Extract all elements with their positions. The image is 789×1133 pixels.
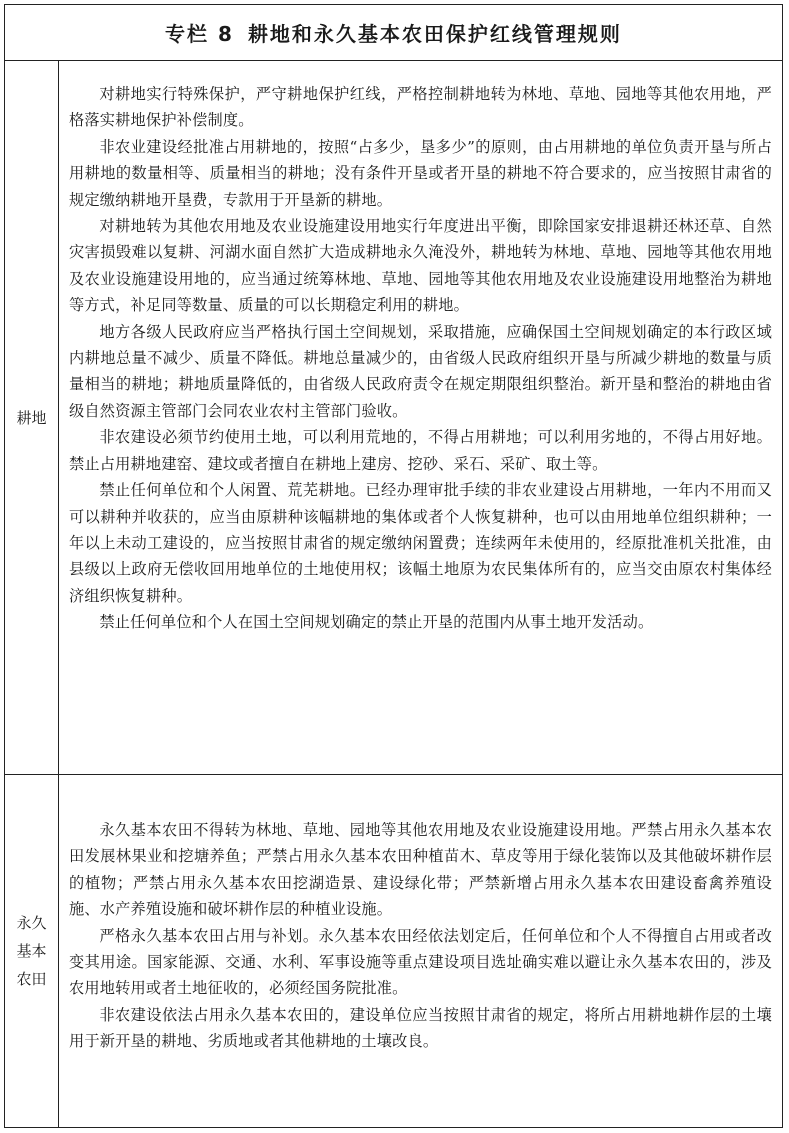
paragraph: 非农建设必须节约使用土地，可以利用荒地的，不得占用耕地；可以利用劣地的，不得占用好地。禁止占用耕地建窑、建坟或者擅自在耕地上建房、挖砂、采石、采矿、取土等。 (69, 428, 772, 473)
section-label: 永久基本农田 (16, 914, 47, 988)
paragraph: 非农建设依法占用永久基本农田的，建设单位应当按照甘肃省的规定，将所占用耕地耕作层的土壤用于新开垦的耕地、劣质地或者其他耕地的土壤改良。 (69, 1005, 772, 1051)
paragraph: 永久基本农田不得转为林地、草地、园地等其他农用地及农业设施建设用地。严禁占用永久基本农田发展林果业和挖塘养鱼；严禁占用永久基本农田种植苗木、草皮等用于绿化装饰以及其他破坏耕作层的植物；严禁占用永久基本农田挖湖造景、建设绿化带；严禁新增占用永久基本农田建设畜禽养殖设施、水产养殖设施和破坏耕作层的种植业设施。 (69, 821, 772, 919)
box-number: 专栏 8 (165, 22, 234, 46)
table-title (5, 5, 782, 61)
paragraph: 禁止任何单位和个人闲置、荒芜耕地。已经办理审批手续的非农业建设占用耕地，一年内不用而又可以耕种并收获的，应当由原耕种该幅耕地的集体或者个人恢复耕种，也可以由用地单位组织耕种；一年以上未动工建设的，应当按照甘肃省的规定缴纳闲置费；连续两年未使用的，经原批准机关批准，由县级以上政府无偿收回用地单位的土地使用权；该幅土地原为农民集体所有的，应当交由原农村集体经济组织恢复耕种。 (69, 481, 772, 605)
paragraph: 地方各级人民政府应当严格执行国土空间规划，采取措施，应确保国土空间规划确定的本行政区域内耕地总量不减少、质量不降低。耕地总量减少的，由省级人民政府组织开垦与所减少耕地的数量与质量相当的耕地；耕地质量降低的，由省级人民政府责令在规定期限组织整治。新开垦和整治的耕地由省级自然资源主管部门会同农业农村主管部门验收。 (69, 322, 772, 420)
paragraph: 严格永久基本农田占用与补划。永久基本农田经依法划定后，任何单位和个人不得擅自占用或者改变其用途。国家能源、交通、水利、军事设施等重点建设项目选址确实难以避让永久基本农田的，涉及农用地转用或者土地征收的，必须经国务院批准。 (69, 926, 772, 998)
section-cultivated-land (5, 61, 782, 775)
paragraph: 对耕地实行特殊保护，严守耕地保护红线，严格控制耕地转为林地、草地、园地等其他农用地，严格落实耕地保护补偿制度。 (69, 85, 772, 130)
section-label-cell (5, 775, 59, 1127)
section-label-cell (5, 61, 59, 774)
section-content (59, 61, 782, 774)
section-permanent-farmland (5, 775, 782, 1127)
paragraph: 禁止任何单位和个人在国土空间规划确定的禁止开垦的范围内从事土地开发活动。 (99, 613, 654, 632)
box-title: 耕地和永久基本农田保护红线管理规则 (247, 22, 622, 46)
section-content (59, 775, 782, 1127)
rule-table (4, 4, 783, 1128)
paragraph: 对耕地转为其他农用地及农业设施建设用地实行年度进出平衡，即除国家安排退耕还林还草、自然灾害损毁难以复耕、河湖水面自然扩大造成耕地永久淹没外，耕地转为林地、草地、园地等其他农用地及农业设施建设用地的，应当通过统筹林地、草地、园地等其他农用地及农业设施建设用地整治为耕地等方式，补足同等数量、质量的可以长期稳定利用的耕地。 (69, 217, 772, 315)
paragraph: 非农业建设经批准占用耕地的，按照“占多少，垦多少”的原则，由占用耕地的单位负责开垦与所占用耕地的数量相等、质量相当的耕地；没有条件开垦或者开垦的耕地不符合要求的，应当按照甘肃省的规定缴纳耕地开垦费，专款用于开垦新的耕地。 (69, 137, 772, 209)
section-label: 耕地 (16, 408, 47, 427)
